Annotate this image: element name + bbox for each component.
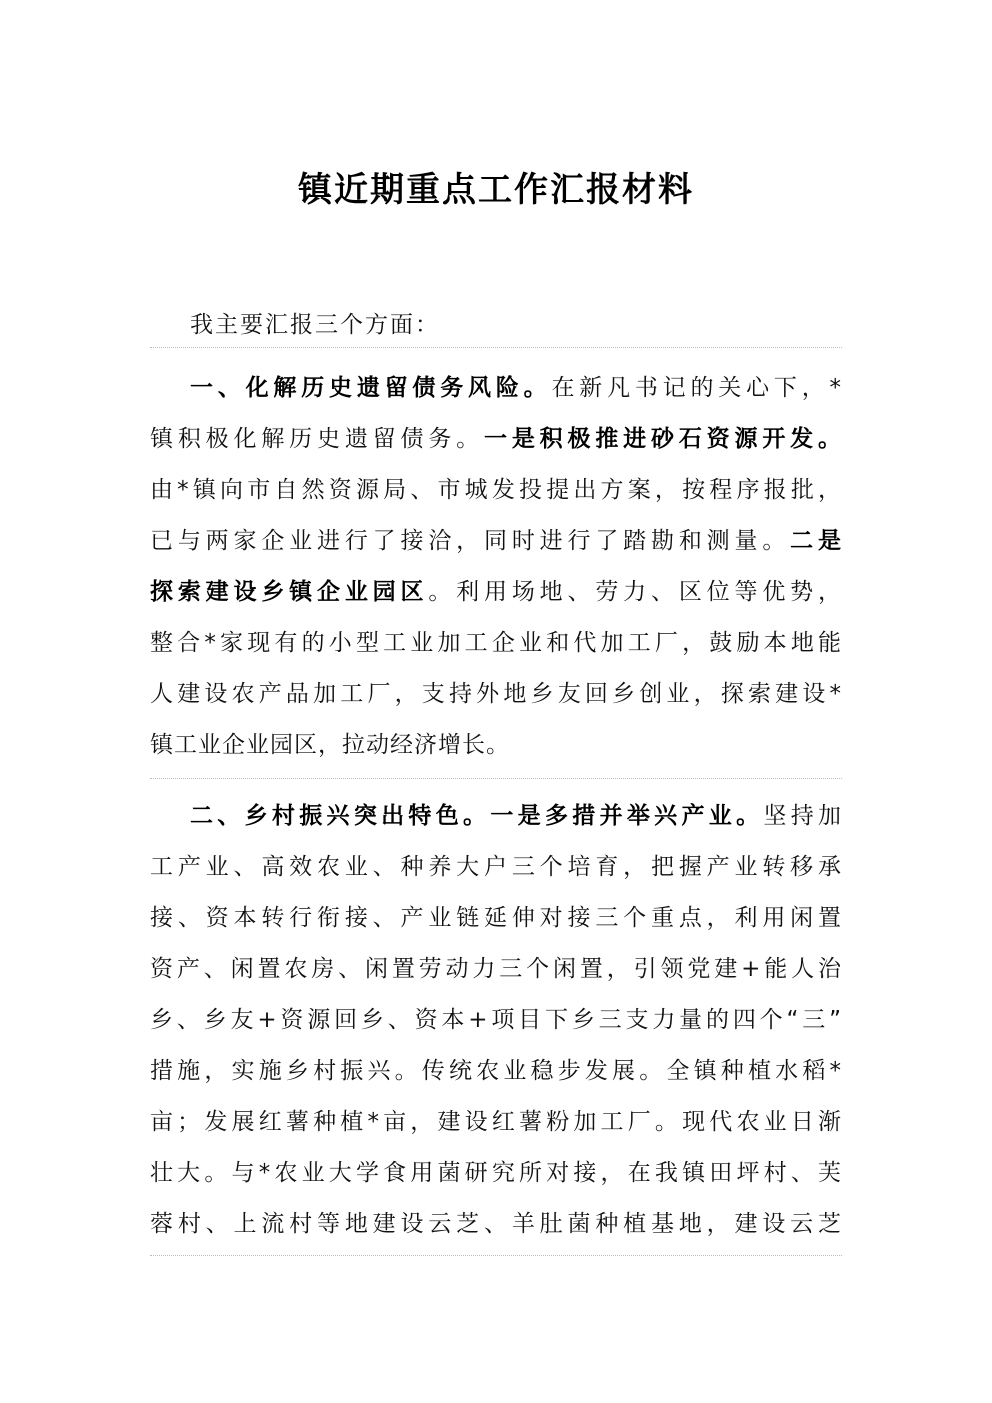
bold-heading-text: 一是多措并举兴产业。	[490, 803, 764, 829]
body-text: 由*镇向市自然资源局、市城发投提出方案，按程序报批，	[150, 477, 842, 503]
body-text: 人建设农产品加工厂，支持外地乡友回乡创业，探索建设*	[150, 681, 842, 707]
divider-top	[150, 347, 842, 348]
section1-line	[150, 417, 842, 461]
body-text: 蓉村、上流村等地建设云芝、羊肚菌种植基地，建设云芝	[150, 1211, 842, 1237]
divider-bottom	[150, 1255, 842, 1256]
body-text: 。利用场地、劳力、区位等优势，	[428, 579, 842, 605]
body-text: 乡、乡友+资源回乡、资本+项目下乡三支力量的四个“三”	[150, 1007, 842, 1033]
section2-line	[150, 1202, 842, 1246]
section2-line	[150, 1100, 842, 1144]
body-text: 镇积极化解历史遗留债务。	[150, 426, 484, 452]
section2-line	[190, 794, 842, 838]
body-text: 工产业、高效农业、种养大户三个培育，把握产业转移承	[150, 854, 842, 880]
section1-line	[150, 621, 842, 665]
section1-line	[150, 723, 842, 767]
bold-heading-text: 二是	[790, 528, 842, 554]
bold-heading-text: 二、乡村振兴突出特色。	[190, 803, 491, 829]
body-text: 接、资本转行衔接、产业链延伸对接三个重点，利用闲置	[150, 905, 842, 931]
section2-line	[150, 845, 842, 889]
body-text: 资产、闲置农房、闲置劳动力三个闲置，引领党建+能人治	[150, 956, 842, 982]
section1-line	[150, 672, 842, 716]
body-text: 整合*家现有的小型工业加工企业和代加工厂，鼓励本地能	[150, 630, 842, 656]
bold-heading-text: 探索建设乡镇企业园区	[150, 579, 429, 605]
section2-line	[150, 1049, 842, 1093]
bold-heading-text: 一、化解历史遗留债务风险。	[190, 375, 552, 401]
body-text: 在新凡书记的关心下，*	[551, 375, 842, 401]
body-text: 壮大。与*农业大学食用菌研究所对接，在我镇田坪村、芙	[150, 1160, 842, 1186]
section1-line	[150, 519, 842, 563]
body-text: 已与两家企业进行了接洽，同时进行了踏勘和测量。	[150, 528, 791, 554]
intro-paragraph: 我主要汇报三个方面：	[190, 312, 440, 338]
body-text: 坚持加	[763, 803, 842, 829]
body-text: 措施，实施乡村振兴。传统农业稳步发展。全镇种植水稻*	[150, 1058, 842, 1084]
divider-middle	[150, 778, 842, 779]
section2-line	[150, 1151, 842, 1195]
body-text: 亩；发展红薯种植*亩，建设红薯粉加工厂。现代农业日渐	[150, 1109, 842, 1135]
section1-line	[150, 570, 842, 614]
section2-line	[150, 947, 842, 991]
section2-line	[150, 998, 842, 1042]
body-text: 镇工业企业园区，拉动经济增长。	[150, 732, 510, 758]
bold-heading-text: 一是积极推进砂石资源开发。	[484, 426, 842, 452]
section2-line	[150, 896, 842, 940]
section1-line	[190, 366, 842, 410]
document-title: 镇近期重点工作汇报材料	[298, 170, 694, 210]
section1-line	[150, 468, 842, 512]
